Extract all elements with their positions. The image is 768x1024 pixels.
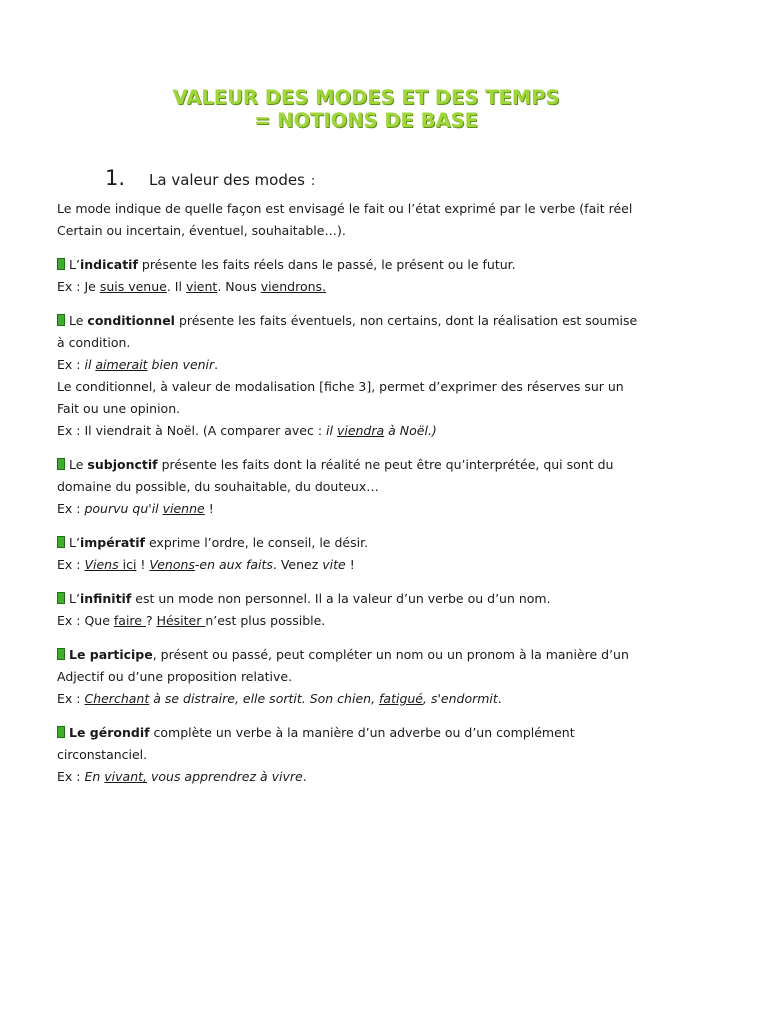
green-bullet-icon (57, 648, 65, 660)
conditionnel-example-2: Ex : Il viendrait à Noël. (A comparer avec : il viendra à Noël.) (57, 423, 437, 438)
green-bullet-icon (57, 258, 65, 270)
participe-definition: Le participe, présent ou passé, peut compléter un nom ou un pronom à la manière d’un (57, 644, 717, 666)
conditionnel-definition-cont: à condition. (57, 335, 131, 350)
participe-example: Ex : Cherchant à se distraire, elle sortit. Son chien, fatigué, s'endormit. (57, 691, 502, 706)
imperatif-definition: L’impératif exprime l’ordre, le conseil, le désir. (57, 532, 717, 554)
green-bullet-icon (57, 314, 65, 326)
participe-definition-cont: Adjectif ou d’une proposition relative. (57, 669, 293, 684)
gerondif-definition-cont: circonstanciel. (57, 747, 148, 762)
subjonctif-definition: Le subjonctif présente les faits dont la réalité ne peut être qu’interprétée, qui sont du (57, 454, 717, 476)
section-colon: : (310, 174, 316, 189)
document-title (0, 86, 732, 132)
infinitif-example: Ex : Que faire ? Hésiter n’est plus possible. (57, 613, 326, 628)
imperatif-example: Ex : Viens ici ! Venons-en aux faits. Venez vite ! (57, 557, 355, 572)
term-conditionnel: conditionnel (87, 313, 175, 328)
document-body (57, 198, 717, 788)
term-participe: Le participe (69, 647, 153, 662)
section-number: 1. (105, 166, 126, 190)
gerondif-example: Ex : En vivant, vous apprendrez à vivre. (57, 769, 307, 784)
term-gerondif: Le gérondif (69, 725, 150, 740)
green-bullet-icon (57, 536, 65, 548)
term-infinitif: infinitif (79, 591, 132, 606)
intro-line-2: Certain ou incertain, éventuel, souhaitable…). (57, 223, 346, 238)
green-bullet-icon (57, 726, 65, 738)
section-heading (105, 166, 315, 190)
green-bullet-icon (57, 458, 65, 470)
indicatif-example: Ex : Je suis venue. Il vient. Nous viendrons. (57, 279, 327, 294)
section-title: La valeur des modes (149, 171, 305, 189)
gerondif-definition: Le gérondif complète un verbe à la manière d’un adverbe ou d’un complément (57, 722, 717, 744)
conditionnel-example: Ex : il aimerait bien venir. (57, 357, 219, 372)
term-subjonctif: subjonctif (87, 457, 158, 472)
conditionnel-note-1: Le conditionnel, à valeur de modalisation [fiche 3], permet d’exprimer des réserves sur un (57, 379, 624, 394)
conditionnel-note-2: Fait ou une opinion. (57, 401, 181, 416)
infinitif-definition: L’infinitif est un mode non personnel. Il a la valeur d’un verbe ou d’un nom. (57, 588, 717, 610)
indicatif-definition: L’indicatif présente les faits réels dans le passé, le présent ou le futur. (57, 254, 717, 276)
term-indicatif: indicatif (79, 257, 138, 272)
term-imperatif: impératif (79, 535, 145, 550)
green-bullet-icon (57, 592, 65, 604)
subjonctif-definition-cont: domaine du possible, du souhaitable, du douteux… (57, 479, 379, 494)
title-line-2: = NOTIONS DE BASE (254, 109, 478, 132)
subjonctif-example: Ex : pourvu qu'il vienne ! (57, 501, 214, 516)
intro-line-1: Le mode indique de quelle façon est envisagé le fait ou l’état exprimé par le verbe (fait réel (57, 201, 633, 216)
conditionnel-definition: Le conditionnel présente les faits éventuels, non certains, dont la réalisation est soumise (57, 310, 717, 332)
title-line-1: VALEUR DES MODES ET DES TEMPS (172, 86, 560, 109)
